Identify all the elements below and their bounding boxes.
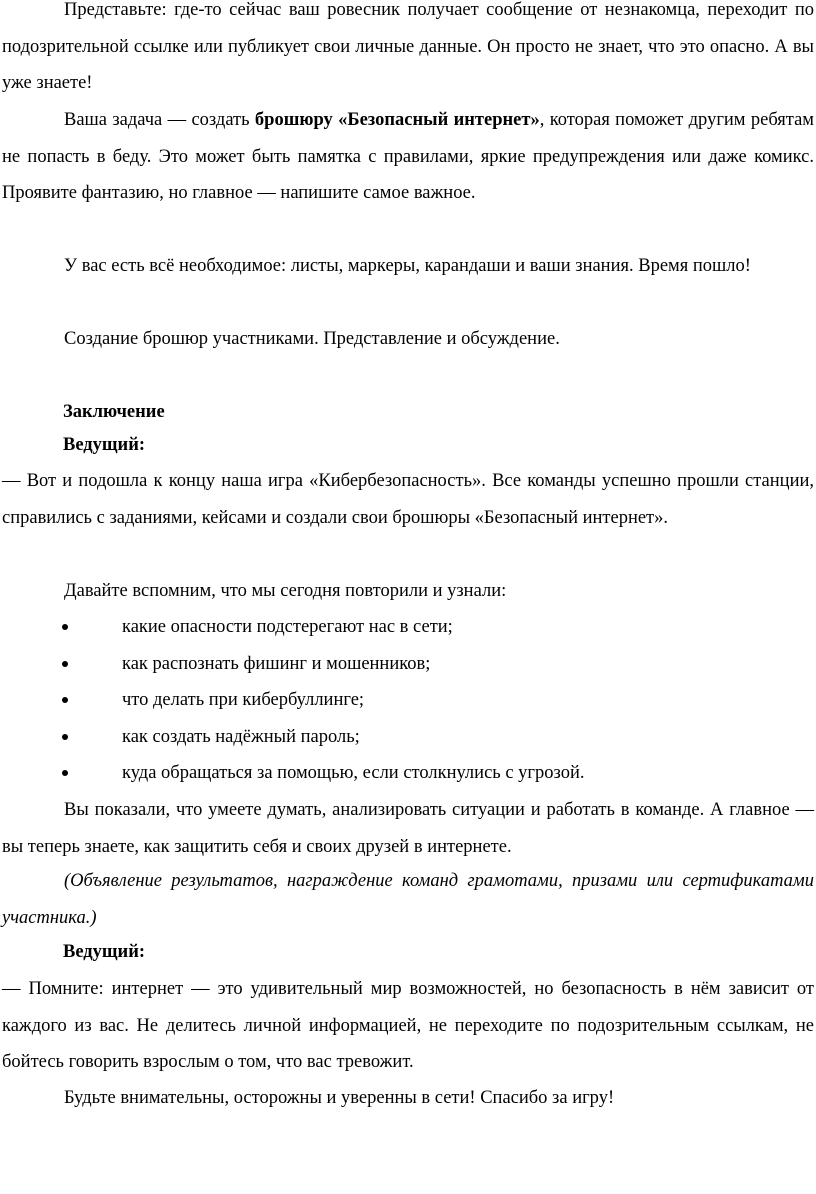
list-item-text: что делать при кибербуллинге; <box>122 690 365 711</box>
list-item <box>0 609 816 646</box>
closing-paragraph: Будьте внимательны, осторожны и уверенны в сети! Спасибо за игру! <box>64 1088 615 1108</box>
task-paragraph <box>2 102 814 212</box>
task-prefix: Ваша задача — создать <box>64 110 255 130</box>
host-speech-1: — Вот и подошла к концу наша игра «Кибербезопасность». Все команды успешно прошли станции, справились с заданиями, кейсами и создали свои брошюры «Безопасный интернет». <box>2 471 814 528</box>
list-item-text: как создать надёжный пароль; <box>122 726 360 747</box>
list-item-text: какие опасности подстерегают нас в сети; <box>122 617 453 637</box>
list-item-text: куда обращаться за помощью, если столкнулись с угрозой. <box>122 763 585 784</box>
bullet-icon <box>62 661 68 667</box>
list-item-text: как распознать фишинг и мошенников; <box>122 653 431 674</box>
host-label-2: Ведущий: <box>63 942 146 962</box>
bullet-icon <box>62 697 68 703</box>
bullet-icon <box>62 624 68 630</box>
list-item <box>0 682 816 719</box>
recap-list <box>0 609 816 792</box>
praise-paragraph: Вы показали, что умеете думать, анализировать ситуации и работать в команде. А главное — вы теперь знаете, как защитить себя и своих друзей в интернете. <box>2 800 814 857</box>
task-suffix: , которая поможет другим ребятам не попасть в беду. Это может быть памятка с правилами, яркие предупреждения или даже комикс. Проявите фантазию, но главное — напишите самое важное. <box>2 110 815 204</box>
host-speech-2: — Помните: интернет — это удивительный мир возможностей, но безопасность в нём зависит от каждого из вас. Не делитесь личной информацией, не переходите по подозрительным ссылкам, не бойтесь говорить взрослым о том, что вас тревожит. <box>2 979 814 1073</box>
list-item <box>0 719 816 756</box>
bullet-icon <box>62 734 68 740</box>
recap-intro: Давайте вспомним, что мы сегодня повторили и узнали: <box>64 581 507 601</box>
conclusion-heading: Заключение <box>63 402 165 422</box>
activity-paragraph: Создание брошюр участниками. Представление и обсуждение. <box>64 329 560 349</box>
host-label-1: Ведущий: <box>63 435 146 455</box>
task-bold-title: брошюру «Безопасный интернет» <box>254 110 540 130</box>
bullet-icon <box>62 770 68 776</box>
materials-paragraph: У вас есть всё необходимое: листы, маркеры, карандаши и ваши знания. Время пошло! <box>64 256 751 276</box>
stage-direction: (Объявление результатов, награждение команд грамотами, призами или сертификатами участника.) <box>2 871 814 928</box>
intro-paragraph: Представьте: где-то сейчас ваш ровесник получает сообщение от незнакомца, переходит по подозрительной ссылке или публикует свои личные данные. Он просто не знает, что это опасно. А вы уже знаете! <box>2 0 814 94</box>
list-item <box>0 646 816 683</box>
list-item <box>0 755 816 792</box>
